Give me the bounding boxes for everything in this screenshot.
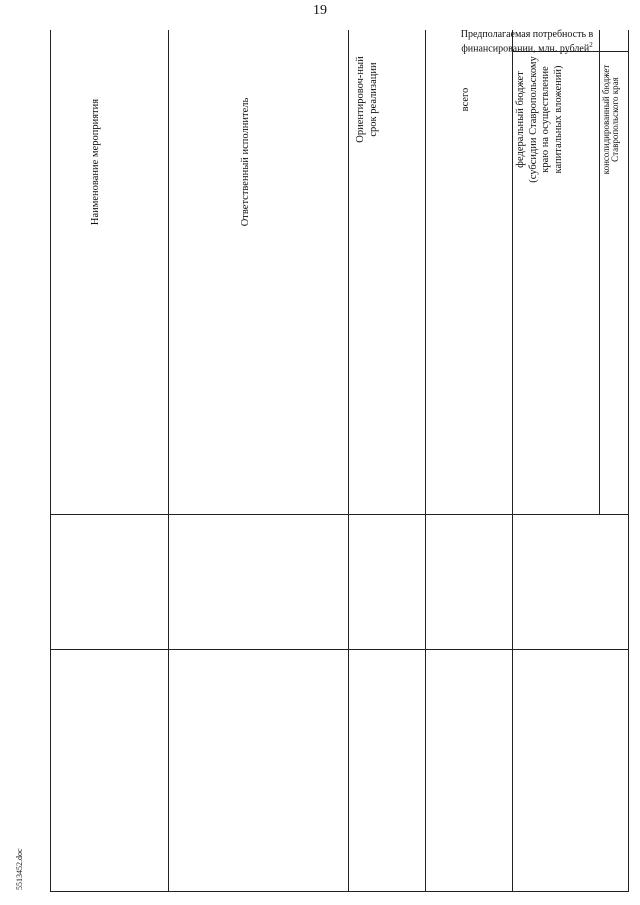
table-border-top xyxy=(50,30,51,892)
header-name: Наименование мероприятия xyxy=(90,98,101,226)
table-column-divider xyxy=(512,30,513,892)
table-border-bottom xyxy=(628,30,629,892)
header-executor: Ответственный исполнитель xyxy=(240,97,251,227)
funding-table xyxy=(50,30,630,892)
header-regional: консолидированный бюджет Ставропольского края xyxy=(601,64,620,175)
page-number: 19 xyxy=(313,3,327,18)
header-federal: федеральный бюджет (субсидии Ставропольскому краю на осуществление капитальных вложений) xyxy=(515,56,564,183)
footer xyxy=(15,830,85,890)
table-border-left xyxy=(50,891,629,892)
table-column-divider xyxy=(425,30,426,892)
header-funding-text: Предполагаемая потребность в финансировании, млн. рублей xyxy=(460,29,594,55)
header-total: всего xyxy=(460,87,471,112)
table-header-divider xyxy=(50,514,629,515)
header-funding xyxy=(428,29,626,55)
table-column-divider xyxy=(599,30,600,515)
header-funding-footnote: 2 xyxy=(589,41,593,49)
header-period: Ориентировоч-ный срок реализации xyxy=(355,56,379,143)
table-column-divider xyxy=(348,30,349,892)
rotated-table-sheet xyxy=(50,30,630,892)
table-header-divider xyxy=(168,30,169,892)
header-funding-label xyxy=(428,29,626,55)
footer-filename: 5513452.doc xyxy=(15,848,24,890)
table-header-divider xyxy=(50,649,629,650)
